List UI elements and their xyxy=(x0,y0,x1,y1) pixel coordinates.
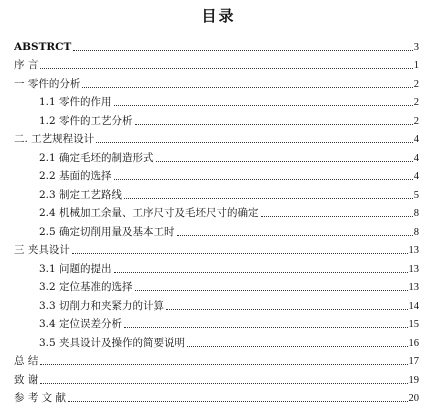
toc-list xyxy=(14,35,419,405)
dot-leader xyxy=(40,68,412,69)
dot-leader xyxy=(114,272,408,273)
toc-entry-page-number: 13 xyxy=(408,245,419,256)
toc-entry-page-number: 13 xyxy=(408,263,419,275)
toc-entry-label: 3.4 定位误差分析 xyxy=(39,318,123,330)
toc-entry[interactable] xyxy=(14,146,419,165)
toc-entry-page-number: 14 xyxy=(408,300,419,312)
toc-entry[interactable] xyxy=(14,128,419,147)
dot-leader xyxy=(82,87,412,88)
toc-entry-label: 致 谢 xyxy=(14,373,39,386)
dot-leader xyxy=(261,216,413,217)
toc-entry-label: ABSTRCT xyxy=(14,40,72,53)
toc-entry-label: 3.3 切削力和夹紧力的计算 xyxy=(39,299,165,312)
toc-entry-page-number: 15 xyxy=(408,319,419,330)
toc-entry[interactable] xyxy=(14,239,419,258)
dot-leader xyxy=(124,198,413,199)
toc-entry-page-number: 2 xyxy=(413,115,419,127)
toc-entry-label: 2.1 确定毛坯的制造形式 xyxy=(39,151,154,164)
toc-entry[interactable] xyxy=(14,294,419,313)
dot-leader xyxy=(73,50,412,51)
toc-entry[interactable] xyxy=(14,183,419,202)
toc-entry-label: 2.4 机械加工余量、工序尺寸及毛坯尺寸的确定 xyxy=(39,207,259,219)
toc-entry-page-number: 13 xyxy=(408,282,419,293)
toc-entry-label: 2.3 制定工艺路线 xyxy=(39,188,123,201)
toc-entry-page-number: 4 xyxy=(413,134,419,145)
toc-entry[interactable] xyxy=(14,350,419,369)
toc-entry-page-number: 3 xyxy=(413,41,419,53)
toc-entry[interactable] xyxy=(14,331,419,350)
toc-entry-label: 二. 工艺规程设计 xyxy=(14,133,95,145)
toc-entry[interactable] xyxy=(14,109,419,128)
toc-entry[interactable] xyxy=(14,313,419,332)
toc-entry-label: 序 言 xyxy=(14,59,39,71)
toc-entry-label: 2.5 确定切削用量及基本工时 xyxy=(39,225,175,238)
toc-entry[interactable] xyxy=(14,220,419,239)
toc-entry[interactable] xyxy=(14,165,419,184)
dot-leader xyxy=(40,364,407,365)
toc-entry[interactable] xyxy=(14,54,419,73)
toc-entry-label: 总 结 xyxy=(14,355,39,367)
toc-entry[interactable] xyxy=(14,368,419,387)
dot-leader xyxy=(96,142,413,143)
dot-leader xyxy=(135,290,408,291)
dot-leader xyxy=(187,346,407,347)
toc-entry[interactable] xyxy=(14,387,419,406)
toc-entry-label: 1.2 零件的工艺分析 xyxy=(39,114,133,127)
toc-entry[interactable] xyxy=(14,276,419,295)
toc-entry-page-number: 17 xyxy=(408,356,419,367)
toc-entry-page-number: 4 xyxy=(413,171,419,182)
toc-entry[interactable] xyxy=(14,202,419,221)
dot-leader xyxy=(72,253,408,254)
toc-entry[interactable] xyxy=(14,35,419,54)
toc-entry-label: 2.2 基面的选择 xyxy=(39,170,112,182)
dot-leader xyxy=(124,327,407,328)
toc-entry-page-number: 5 xyxy=(413,189,419,201)
toc-entry-page-number: 2 xyxy=(413,78,419,90)
dot-leader xyxy=(177,235,413,236)
toc-entry[interactable] xyxy=(14,72,419,91)
dot-leader xyxy=(68,401,407,402)
toc-entry-label: 3.5 夹具设计及操作的简要说明 xyxy=(39,336,186,349)
toc-entry-page-number: 4 xyxy=(413,152,419,164)
toc-title: 目录 xyxy=(201,7,236,25)
dot-leader xyxy=(135,124,413,125)
toc-entry-page-number: 8 xyxy=(413,226,419,238)
toc-entry-page-number: 20 xyxy=(408,393,419,404)
toc-entry[interactable] xyxy=(14,257,419,276)
toc-entry-page-number: 2 xyxy=(413,97,419,108)
dot-leader xyxy=(156,161,413,162)
toc-entry[interactable] xyxy=(14,91,419,110)
dot-leader xyxy=(166,309,407,310)
dot-leader xyxy=(114,179,413,180)
toc-entry-label: 1.1 零件的作用 xyxy=(39,96,112,108)
toc-entry-label: 3.2 定位基准的选择 xyxy=(39,281,133,293)
toc-entry-label: 一 零件的分析 xyxy=(14,77,81,90)
toc-entry-page-number: 16 xyxy=(408,337,419,349)
toc-entry-label: 3.1 问题的提出 xyxy=(39,262,112,275)
dot-leader xyxy=(40,383,407,384)
toc-entry-page-number: 8 xyxy=(413,208,419,219)
toc-entry-label: 三 夹具设计 xyxy=(14,244,70,256)
toc-entry-page-number: 1 xyxy=(413,60,419,71)
dot-leader xyxy=(114,105,413,106)
toc-entry-label: 参 考 文 献 xyxy=(14,392,67,404)
toc-entry-page-number: 19 xyxy=(408,374,419,386)
